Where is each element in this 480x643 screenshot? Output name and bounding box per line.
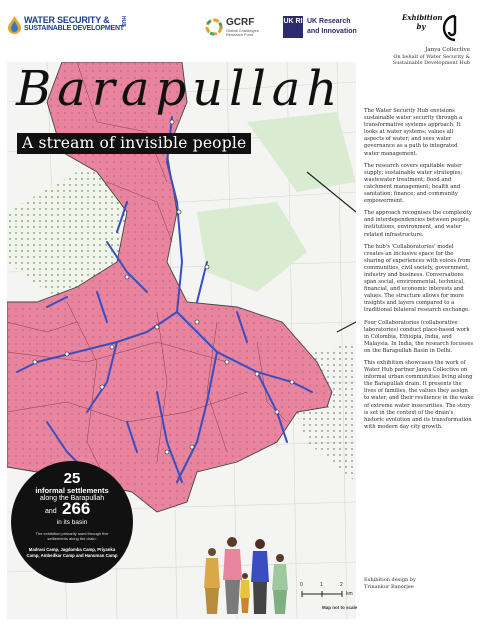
settlements-stat-badge: [11, 461, 133, 583]
family-illustration: [200, 518, 300, 616]
stat-note: The exhibition primarily used through five settlements along the drain:: [35, 531, 109, 541]
scale-1: 1: [320, 582, 323, 588]
poster-title: Barapullah: [16, 61, 344, 117]
poster-subtitle: A stream of invisible people: [17, 133, 251, 154]
along-barapullah-label: along the Barapullah: [39, 495, 105, 502]
janya-collective-logo-icon: [441, 14, 461, 42]
map-scale-bar: [300, 582, 355, 600]
body-paragraph: The approach recognises the complexity and interdependencies between people, institutions, environment, and water related infrastructure.: [364, 210, 472, 238]
settlements-count: 25: [63, 470, 81, 487]
gcrf-ring-icon: [205, 18, 223, 36]
design-label: Exhibition design by: [364, 577, 416, 583]
in-basin-label: in its basin: [56, 519, 88, 526]
gcrf-logo-subtext: Global Challenges Research Fund: [226, 28, 259, 37]
ukri-box: UK RI: [283, 16, 303, 38]
scale-0: 0: [300, 582, 303, 588]
water-drop-icon: [8, 16, 21, 34]
ukri-line2: and Innovation: [307, 28, 357, 35]
water-security-hub-logo: [8, 14, 130, 38]
body-text-column: [364, 108, 474, 436]
designer-name: Trinankur Banerjee: [364, 584, 414, 590]
map-not-to-scale-note: Map not to scale: [322, 605, 358, 610]
exhibition-by-label: Exhibition by: [402, 13, 443, 31]
body-paragraph: Four Collaboratories (collaborative laboratories) conduct place-based work in Colombia, Ethiopia, India, and Malaysia. In India, the research focusses on the Barapullah Basin in Delhi.: [364, 319, 474, 354]
body-paragraph: The Water Security Hub envisions sustainable water security through a transformative systems approach. It looks at water systems; values all aspects of water; and sees water governance as a path to integrated water management.: [364, 108, 463, 157]
wsh-logo-line1: WATER SECURITY &: [24, 15, 110, 25]
janya-line1: On behalf of Water Security &: [393, 53, 470, 60]
body-paragraph: The hub's 'Collaboratories' model creates an inclusive space for the sharing of experiences with voices from communities, civil society, government, industry and business. Conversations span social, environmental, technical, financial, and economic interests and values. The structure allows for more insights and layers compared to a traditional bilateral research exchange.: [364, 243, 471, 314]
scale-2: 2: [340, 582, 343, 588]
gcrf-logo-text: GCRF: [226, 17, 255, 28]
body-paragraph: This exhibition showcases the work of Water Hub partner Janya Collective on informal urban communities living along the Barapullah drain. It presents the lives of families, the values they assign to water, and their resilience in the wake of extreme water insecurities. The story is set in the context of the drain's historic evolution and its transformation with modern day city growth.: [364, 360, 474, 430]
body-paragraph: The research covers equitable water supply; sustainable water strategies; wastewater treatment; flood and catchment management; health and sanitation; finance; and community empowerment.: [364, 162, 463, 205]
and-label: and: [45, 508, 57, 515]
camps-list: Madrasi Camp, Jagdamba Camp, Priyanka Camp, Ambedkar Camp and Hanuman Camp: [26, 547, 118, 558]
settlements-label: informal settlements: [35, 486, 109, 495]
design-credit: [364, 577, 474, 591]
wsh-logo-tag: HUB: [120, 16, 126, 27]
basin-settlements-count: 266: [62, 499, 91, 518]
janya-line2: Sustainable Development Hub: [392, 60, 470, 66]
scale-unit: km: [346, 591, 353, 597]
janya-name: Janya Collective: [425, 47, 470, 53]
ukri-line1: UK Research: [307, 18, 351, 25]
janya-credit: [390, 47, 470, 67]
ukri-logo-text: [307, 17, 357, 37]
wsh-logo-line2: SUSTAINABLE DEVELOPMENT: [24, 25, 124, 32]
